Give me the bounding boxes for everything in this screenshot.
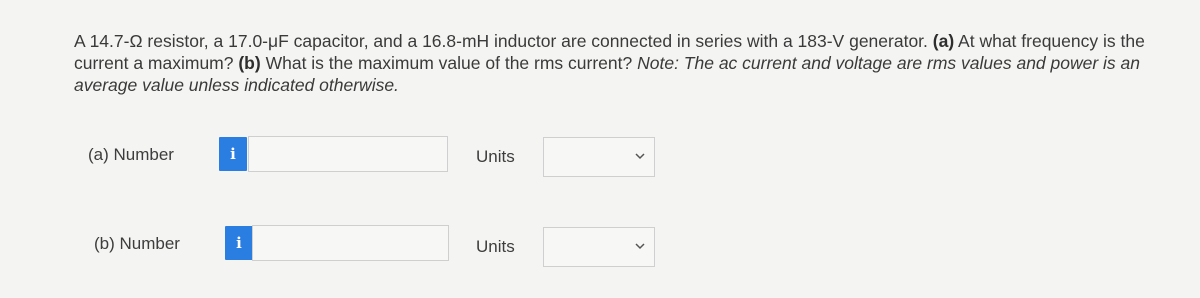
info-icon[interactable] [225, 226, 253, 260]
answer-b-units-select[interactable] [543, 227, 655, 267]
answer-a-number-input[interactable] [248, 136, 448, 172]
answer-a-label: (a) Number [88, 145, 174, 164]
part-b-text: What is the maximum value of the rms current? [260, 53, 638, 73]
info-icon[interactable] [219, 137, 247, 171]
answer-b-units-label: Units [476, 237, 515, 256]
info-glyph: i [230, 145, 236, 163]
info-glyph: i [236, 234, 242, 252]
part-b-tag: (b) [238, 53, 261, 73]
answer-b-number-input[interactable] [252, 225, 449, 261]
answer-a-units-label: Units [476, 147, 515, 166]
question-note: Note: The ac current and voltage are rms values and power is an average value unless indicated otherwise. [74, 53, 1141, 95]
part-a-text: At what frequency is the current a maximum? [74, 31, 1145, 73]
question-intro: A 14.7-Ω resistor, a 17.0-μF capacitor, and a 16.8-mH inductor are connected in series with a 183-V generator. [74, 31, 933, 51]
question-text [74, 30, 1174, 96]
part-a-tag: (a) [932, 31, 955, 51]
chevron-down-icon [634, 240, 646, 252]
answer-b-label: (b) Number [94, 234, 180, 253]
answer-a-units-select[interactable] [543, 137, 655, 177]
chevron-down-icon [634, 150, 646, 162]
